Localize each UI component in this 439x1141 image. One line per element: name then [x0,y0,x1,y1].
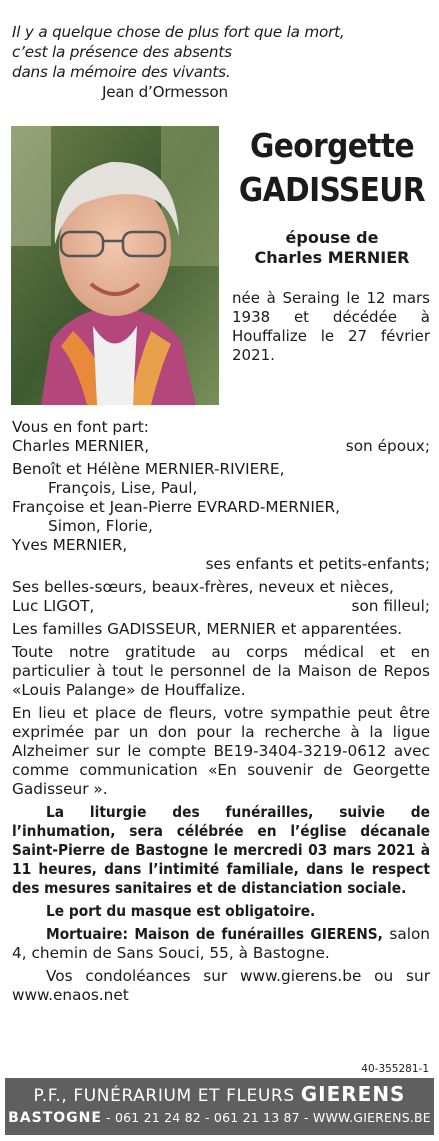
announcement-intro: Vous en font part: [12,418,149,436]
grandchildren-line: François, Lise, Paul, [48,479,198,497]
banner-line-1 [5,1078,434,1109]
children-role-row [12,555,430,574]
relation-label: son époux; [345,437,430,455]
announcement-body [12,418,430,1005]
quote-line: Il y a quelque chose de plus fort que la mort, [12,23,345,41]
condolences-paragraph: Vos condoléances sur www.gierens.be ou sur www.enaos.net [12,967,430,1004]
deceased-first-name: Georgette [249,126,415,165]
spouse-block [226,228,438,268]
children-line: Françoise et Jean-Pierre EVRARD-MERNIER, [12,498,341,516]
godson-row [12,597,430,616]
donation-paragraph: En lieu et place de fleurs, votre sympathie peut être exprimée par un don pour la recherche à la ligue Alzheimer sur le compte BE19-3404-3219-0612 avec comme communication «En souvenir de Georgette Gadisseur ». [12,704,430,798]
banner-city: BASTOGNE [8,1110,102,1126]
mortuary-paragraph [12,925,430,963]
quote-line: dans la mémoire des vivants. [12,63,231,81]
relation-label: son filleul; [351,597,430,615]
mortuary-label: Mortuaire: Maison de funérailles GIERENS, [46,925,383,943]
portrait-illustration [11,126,219,405]
banner-service-text: P.F., FUNÉRARIUM ET FLEURS [33,1086,301,1106]
banner-brand: GIERENS [300,1082,406,1106]
in-laws-line: Ses belles-sœurs, beaux-frères, neveux et nièces, [12,578,394,596]
spouse-row [12,437,430,456]
banner-contact: - 061 21 24 82 - 061 21 13 87 - WWW.GIERENS.BE [101,1110,431,1125]
epigraph-quote [12,22,432,102]
liturgy-paragraph: La liturgie des funérailles, suivie de l’inhumation, sera célébrée en l’église décanale Saint-Pierre de Bastogne le mercredi 03 mars 2021 à 11 heures, dans l’intimité familiale, dans le respect des mesures sanitaires et de distanciation sociale. [12,803,430,897]
families-line: Les familles GADISSEUR, MERNIER et apparentées. [12,620,403,638]
mortuary-address: salon 4, chemin de Sans Souci, 55, à Bastogne. [12,925,430,962]
mask-notice: Le port du masque est obligatoire. [46,902,316,920]
quote-author: Jean d’Ormesson [102,83,228,101]
spouse-line: épouse de [285,228,379,247]
reference-number: 40-355281-1 [361,1063,429,1075]
spouse-name: Charles MERNIER [254,248,410,267]
grandchildren-line: Simon, Florie, [48,517,153,535]
children-line: Benoît et Hélène MERNIER-RIVIERE, [12,460,285,478]
quote-line: c’est la présence des absents [12,43,232,61]
birth-death-text: née à Seraing le 12 mars 1938 et décédée à Houffalize le 27 février 2021. [232,289,430,364]
spouse-name: Charles MERNIER, [12,437,150,455]
relation-label: ses enfants et petits-enfants; [205,555,430,573]
children-list [12,460,430,555]
banner-line-2 [5,1109,434,1127]
portrait-photo [11,126,219,405]
funeral-home-banner [5,1078,434,1135]
children-line: Yves MERNIER, [12,536,128,554]
gratitude-paragraph: Toute notre gratitude au corps médical et en particulier à tout le personnel de la Maison de Repos «Louis Palange» de Houffalize. [12,643,430,699]
deceased-last-name: GADISSEUR [238,170,426,209]
godson-name: Luc LIGOT, [12,597,95,615]
